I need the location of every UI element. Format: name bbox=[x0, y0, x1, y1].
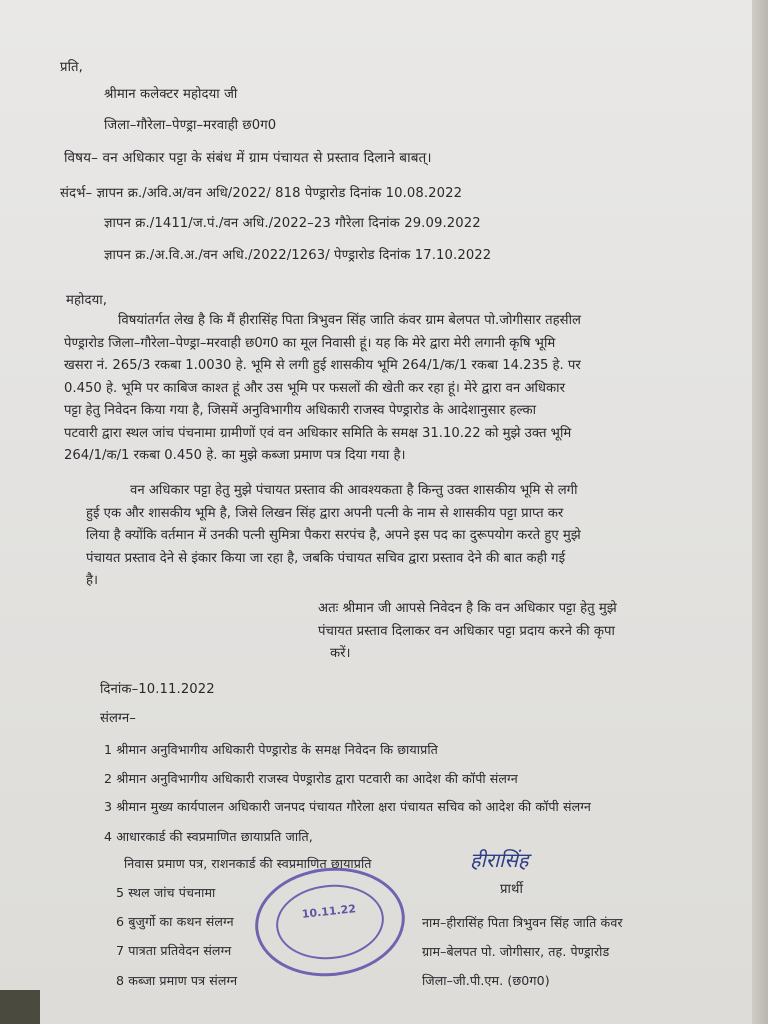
enclosure-item: 6 बुजुर्गो का कथन संलग्न bbox=[116, 914, 234, 929]
paragraph-2-line: वन अधिकार पट्टा हेतु मुझे पंचायत प्रस्ताव की आवश्यकता है किन्तु उक्त शासकीय भूमि से लगी bbox=[130, 483, 578, 498]
recipient-line-1: श्रीमान कलेक्टर महोदया जी bbox=[104, 87, 238, 102]
paragraph-1-line: 0.450 हे. भूमि पर काबिज काश्त हूं और उस भूमि पर फसलों की खेती कर रहा हूं। मेरे द्वारा वन अधिकार bbox=[64, 380, 565, 396]
paragraph-1-line: 264/1/क/1 रकबा 0.450 हे. का मुझे कब्जा प्रमाण पत्र दिया गया है। bbox=[64, 448, 406, 463]
subject-line: विषय– वन अधिकार पट्टा के संबंध में ग्राम पंचायत से प्रस्ताव दिलाने बाबत्। bbox=[64, 150, 432, 166]
closing-request-line: करें। bbox=[330, 646, 351, 661]
page-edge bbox=[752, 0, 768, 1024]
reference-3: ज्ञापन क्र./अ.वि.अ./वन अधि./2022/1263/ पेण्ड्रारोड दिनांक 17.10.2022 bbox=[104, 248, 492, 263]
office-stamp bbox=[250, 860, 410, 983]
closing-request-line: अतः श्रीमान जी आपसे निवेदन है कि वन अधिकार पट्टा हेतु मुझे bbox=[318, 601, 617, 616]
enclosure-item: 1 श्रीमान अनुविभागीय अधिकारी पेण्ड्रारोड के समक्ष निवेदन कि छायाप्रति bbox=[104, 742, 438, 757]
applicant-detail: नाम–हीरासिंह पिता त्रिभुवन सिंह जाति कंवर bbox=[422, 915, 623, 930]
paragraph-1-line: पट्टा हेतु निवेदन किया गया है, जिसमें अनुविभागीय अधिकारी राजस्व पेण्ड्रारोड के आदेशानुसार हल्का bbox=[64, 403, 536, 418]
signature: हीरासिंह bbox=[470, 848, 529, 872]
closing-request bbox=[318, 598, 718, 666]
enclosure-item: निवास प्रमाण पत्र, राशनकार्ड की स्वप्रमाणित छायाप्रति bbox=[124, 856, 372, 871]
paragraph-1-line: खसरा नं. 265/3 रकबा 1.0030 हे. भूमि से लगी हुई शासकीय भूमि 264/1/क/1 रकबा 14.235 हे. पर bbox=[64, 358, 581, 373]
reference-2: ज्ञापन क्र./1411/ज.पं./वन अधि./2022–23 गौरेला दिनांक 29.09.2022 bbox=[104, 216, 481, 231]
applicant-detail: जिला–जी.पी.एम. (छ0ग0) bbox=[422, 973, 550, 988]
paragraph-2 bbox=[86, 480, 726, 593]
enclosure-item: 7 पात्रता प्रतिवेदन संलग्न bbox=[116, 943, 232, 958]
enclosure-item: 5 स्थल जांच पंचनामा bbox=[116, 885, 216, 900]
paragraph-1-line: विषयांतर्गत लेख है कि मैं हीरासिंह पिता त्रिभुवन सिंह जाति कंवर ग्राम बेलपत पो.जोगीसार तहसील bbox=[118, 313, 581, 328]
enclosure-item: 4 आधारकार्ड की स्वप्रमाणित छायाप्रति जाति, bbox=[104, 829, 313, 844]
enclosures-heading: संलग्न– bbox=[100, 711, 136, 726]
background-shadow bbox=[0, 990, 40, 1024]
closing-request-line: पंचायत प्रस्ताव दिलाकर वन अधिकार पट्टा प्रदाय करने की कृपा bbox=[318, 623, 615, 639]
paragraph-2-line: पंचायत प्रस्ताव देने से इंकार किया जा रहा है, जबकि पंचायत सचिव द्वारा प्रस्ताव देने की बात कही गई bbox=[86, 550, 566, 566]
enclosure-item: 8 कब्जा प्रमाण पत्र संलग्न bbox=[116, 973, 238, 988]
applicant-label: प्रार्थी bbox=[500, 882, 523, 897]
paragraph-1-line: पटवारी द्वारा स्थल जांच पंचनामा ग्रामीणों एवं वन अधिकार समिति के समक्ष 31.10.22 को मुझे उक्त भूमि bbox=[64, 425, 572, 441]
paragraph-1-line: पेण्ड्रारोड जिला–गौरेला–पेण्ड्रा–मरवाही छ0ग0 का मूल निवासी हूं। यह कि मेरे द्वारा मेरी लगानी कृषि भूमि bbox=[64, 335, 556, 351]
greeting: महोदया, bbox=[66, 293, 108, 308]
date-line: दिनांक–10.11.2022 bbox=[100, 682, 215, 697]
reference-1: संदर्भ– ज्ञापन क्र./अवि.अ/वन अधि/2022/ 818 पेण्ड्रारोड दिनांक 10.08.2022 bbox=[60, 186, 463, 201]
paragraph-2-line: है। bbox=[86, 573, 99, 588]
paragraph-2-line: हुई एक और शासकीय भूमि है, जिसे लिखन सिंह द्वारा अपनी पत्नी के नाम से शासकीय पट्टा प्राप्त कर bbox=[86, 505, 564, 521]
stamp-date: 10.11.22 bbox=[301, 902, 357, 921]
enclosure-item: 2 श्रीमान अनुविभागीय अधिकारी राजस्व पेण्ड्रारोड द्वारा पटवारी का आदेश की कॉपी संलग्न bbox=[104, 771, 518, 786]
recipient-line-2: जिला–गौरेला–पेण्ड्रा–मरवाही छ0ग0 bbox=[104, 118, 277, 133]
paragraph-2-line: लिया है क्योंकि वर्तमान में उनकी पत्नी सुमित्रा पैकरा सरपंच है, अपने इस पद का दुरूपयोग करते हुए मुझे bbox=[86, 528, 581, 543]
salutation: प्रति, bbox=[60, 60, 83, 75]
enclosure-item: 3 श्रीमान मुख्य कार्यपालन अधिकारी जनपद पंचायत गौरेला क्षरा पंचायत सचिव को आदेश की कॉपी संलग्न bbox=[104, 799, 591, 814]
paragraph-1 bbox=[64, 310, 724, 468]
applicant-detail: ग्राम–बेलपत पो. जोगीसार, तह. पेण्ड्रारोड bbox=[422, 944, 610, 959]
